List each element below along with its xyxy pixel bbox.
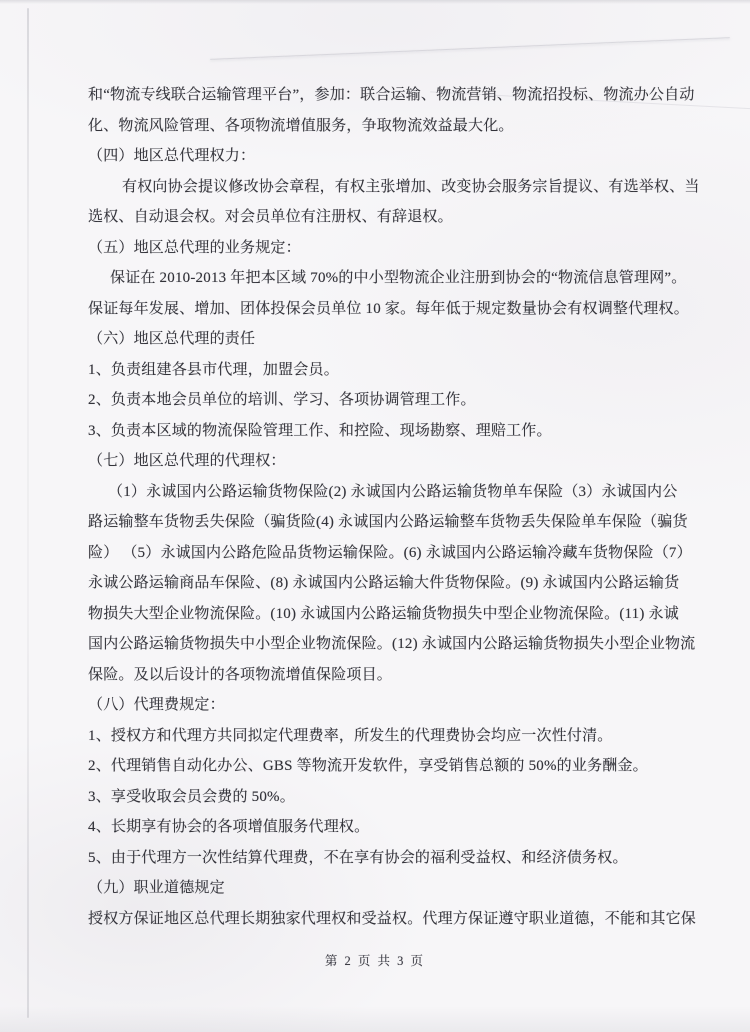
text-line: 险） （5）永诚国内公路危险品货物运输保险。(6) 永诚国内公路运输冷藏车货物保险（7）: [88, 544, 692, 561]
scanner-left-edge-shadow: [27, 8, 29, 1018]
text-line: 路运输整车货物丢失保险（骗货险(4) 永诚国内公路运输整车货物丢失保险单车保险（骗货: [88, 514, 688, 530]
text-line: 永诚公路运输商品车保险、(8) 永诚国内公路运输大件货物保险。(9) 永诚国内公路运输货: [88, 575, 680, 591]
text-line: 授权方保证地区总代理长期独家代理权和受益权。代理方保证遵守职业道德，不能和其它保: [88, 910, 697, 927]
text-line: 物损失大型企业物流保险。(10) 永诚国内公路运输货物损失中型企业物流保险。(11) 永诚: [88, 605, 679, 622]
list-item: 1、授权方和代理方共同拟定代理费率，所发生的代理费协会均应一次性付清。: [88, 727, 613, 744]
text-line: 有权向协会提议修改协会章程，有权主张增加、改变协会服务宗旨提议、有选举权、当: [122, 178, 700, 195]
paper-crease: [210, 37, 730, 60]
section-heading: （四）地区总代理权力：: [88, 148, 256, 164]
document-body: [88, 80, 716, 934]
list-item: 5、由于代理方一次性结算代理费，不在享有协会的福利受益权、和经济债务权。: [88, 849, 628, 866]
section-heading: （六）地区总代理的责任: [88, 331, 256, 347]
text-line: 保险。及以后设计的各项物流增值保险项目。: [88, 666, 393, 683]
section-heading: （五）地区总代理的业务规定：: [88, 239, 301, 256]
text-line: 保证每年发展、增加、团体投保会员单位 10 家。每年低于规定数量协会有权调整代理权。: [88, 300, 689, 317]
text-line: 和“物流专线联合运输管理平台”，参加：联合运输、物流营销、物流招投标、物流办公自动: [88, 87, 695, 103]
text-line: （1）永诚国内公路运输货物保险(2) 永诚国内公路运输货物单车保险（3）永诚国内公: [108, 483, 678, 500]
list-item: 2、代理销售自动化办公、GBS 等物流开发软件，享受销售总额的 50%的业务酬金。: [88, 758, 648, 774]
section-heading: （八）代理费规定：: [88, 697, 225, 713]
list-item: 4、长期享有协会的各项增值服务代理权。: [88, 819, 370, 835]
list-item: 2、负责本地会员单位的培训、学习、各项协调管理工作。: [88, 392, 476, 408]
section-heading: （九）职业道德规定: [88, 880, 225, 896]
list-item: 3、负责本区域的物流保险管理工作、和控险、现场勘察、理赔工作。: [88, 422, 552, 439]
scanner-top-edge-shadow: [0, 0, 750, 4]
scanner-bottom-edge-shadow: [0, 1006, 750, 1032]
list-item: 1、负责组建各县市代理，加盟会员。: [88, 361, 339, 378]
text-line: 选权、自动退会权。对会员单位有注册权、有辞退权。: [88, 209, 453, 225]
list-item: 3、享受收取会员会费的 50%。: [88, 788, 295, 805]
section-heading: （七）地区总代理的代理权：: [88, 453, 286, 469]
text-line: 化、物流风险管理、各项物流增值服务，争取物流效益最大化。: [88, 117, 514, 134]
text-line: 保证在 2010-2013 年把本区域 70%的中小型物流企业注册到协会的“物流信息管理网”。: [110, 270, 687, 286]
text-line: 国内公路运输货物损失中小型企业物流保险。(12) 永诚国内公路运输货物损失小型企业物流: [88, 636, 696, 652]
page-number-footer: 第 2 页 共 3 页: [324, 954, 426, 968]
